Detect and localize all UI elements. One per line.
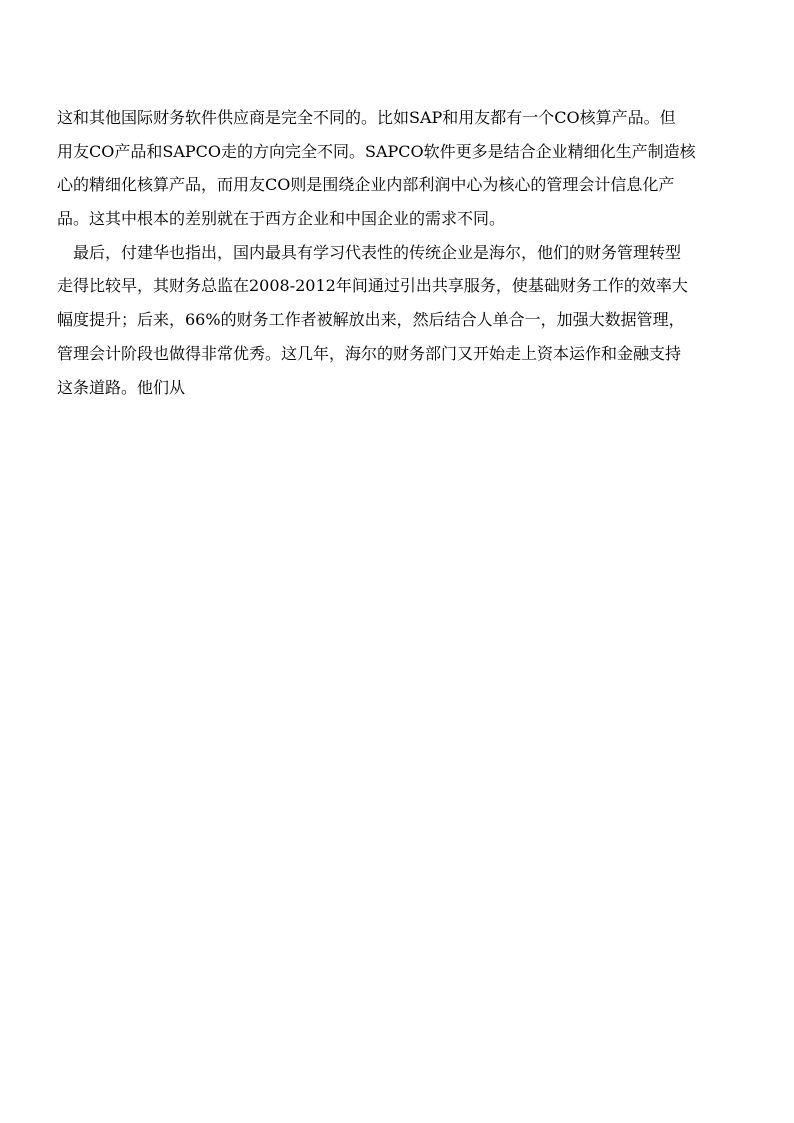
paragraph-line: 走得比较早，其财务总监在2008-2012年间通过引出共享服务，使基础财务工作的效率大 (57, 276, 688, 296)
paragraph-line: 品。这其中根本的差别就在于西方企业和中国企业的需求不同。 (57, 209, 506, 229)
paragraph-line: 幅度提升；后来，66%的财务工作者被解放出来，然后结合人单合一，加强大数据管理， (57, 310, 685, 330)
paragraph-line: 最后，付建华也指出，国内最具有学习代表性的传统企业是海尔，他们的财务管理转型 (73, 242, 682, 262)
paragraph-line: 这条道路。他们从 (57, 377, 186, 397)
paragraph-1 (57, 101, 737, 236)
body-text (57, 101, 737, 404)
paragraph-2 (57, 236, 737, 404)
paragraph-line: 用友CO产品和SAPCO走的方向完全不同。SAPCO软件更多是结合企业精细化生产制造核 (57, 141, 696, 161)
paragraph-line: 这和其他国际财务软件供应商是完全不同的。比如SAP和用友都有一个CO核算产品。但 (57, 108, 676, 127)
paragraph-line: 管理会计阶段也做得非常优秀。这几年，海尔的财务部门又开始走上资本运作和金融支持 (57, 343, 682, 363)
paragraph-line: 心的精细化核算产品，而用友CO则是围绕企业内部利润中心为核心的管理会计信息化产 (57, 175, 675, 195)
